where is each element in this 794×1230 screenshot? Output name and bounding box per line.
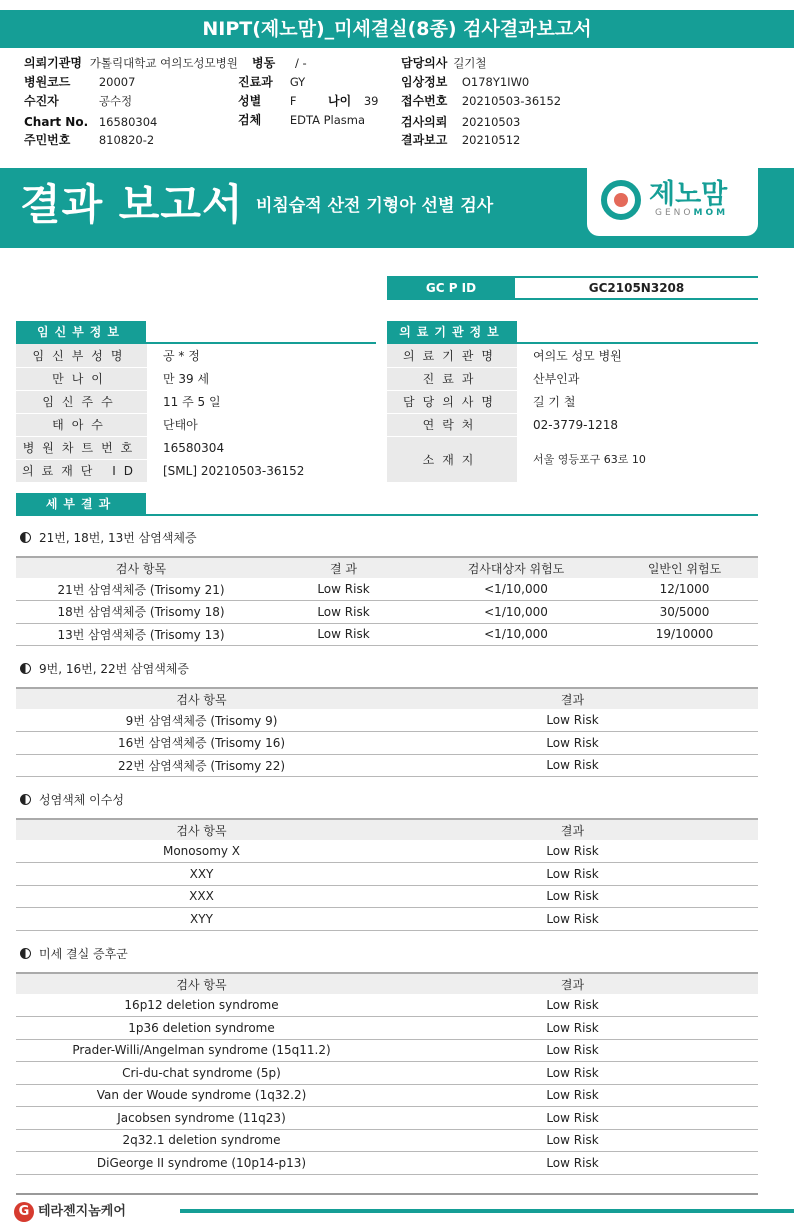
request-field [401, 113, 520, 132]
theragen-logo [14, 1200, 126, 1222]
column-header: 결과 [387, 819, 758, 840]
pregnant-info-key: 만나이 [16, 367, 147, 390]
institution-value: 가톨릭대학교 여의도성모병원 [89, 56, 238, 70]
banner-title: 결과 보고서 [20, 180, 244, 229]
table-cell: XXX [16, 885, 387, 908]
table-cell: XXY [16, 863, 387, 886]
institution-label: 의뢰기관명 [24, 56, 82, 70]
table-cell: Low Risk [387, 863, 758, 886]
table-cell: Low Risk [266, 578, 421, 601]
ward-label: 병동 [252, 56, 276, 70]
hospital-info-key: 연락처 [387, 413, 517, 436]
section-heading-trisomy-21-18-13 [20, 529, 197, 546]
pregnant-info-value: 단태아 [147, 413, 376, 436]
detail-tab-line [16, 514, 758, 516]
table-cell: Prader-Willi/Angelman syndrome (15q11.2) [16, 1039, 387, 1062]
table-row [16, 578, 758, 601]
half-circle-icon [20, 794, 31, 805]
sex-label: 성별 [238, 94, 262, 108]
dept-label: 진료과 [238, 75, 273, 89]
table-cell: 16p12 deletion syndrome [16, 994, 387, 1017]
age-field [328, 92, 378, 111]
table-cell: 22번 삼염색체증 (Trisomy 22) [16, 754, 387, 777]
chart-label: Chart No. [24, 115, 89, 129]
table-cell: 18번 삼염색체증 (Trisomy 18) [16, 601, 266, 624]
age-value: 39 [363, 94, 379, 108]
column-header: 검사 항목 [16, 973, 387, 994]
table-row [16, 840, 758, 863]
pregnant-info-row [16, 413, 376, 436]
banner-subtitle: 비침습적 산전 기형아 선별 검사 [256, 196, 494, 216]
table-cell: 19/10000 [611, 623, 758, 646]
clinical-value: O178Y1IW0 [461, 75, 530, 89]
table-cell: Low Risk [387, 885, 758, 908]
hospcode-field [24, 73, 135, 92]
patient-label: 수진자 [24, 94, 59, 108]
table-row [16, 601, 758, 624]
column-header: 검사 항목 [16, 819, 387, 840]
table-cell: Low Risk [387, 908, 758, 931]
table-row [16, 1107, 758, 1130]
ward-field [252, 54, 307, 73]
table-cell: 1p36 deletion syndrome [16, 1017, 387, 1040]
hospital-info-key: 진료과 [387, 367, 517, 390]
table-cell: Low Risk [266, 601, 421, 624]
receipt-label: 접수번호 [401, 94, 448, 108]
hospital-info-value: 길 기 철 [517, 390, 758, 413]
hospital-info-table [387, 344, 758, 483]
genomom-logo-icon [601, 180, 641, 220]
table-cell: 30/5000 [611, 601, 758, 624]
pregnant-info-value: 공 * 정 [147, 344, 376, 367]
pregnant-info-row [16, 390, 376, 413]
table-cell: <1/10,000 [421, 601, 611, 624]
sex-value: F [289, 94, 297, 108]
column-header: 검사 항목 [16, 688, 387, 709]
table-row [16, 709, 758, 732]
table-cell: Low Risk [387, 1017, 758, 1040]
doctor-label: 담당의사 [401, 56, 448, 70]
pregnant-info-row [16, 459, 376, 482]
specimen-value: EDTA Plasma [289, 113, 366, 127]
column-header: 결 과 [266, 557, 421, 578]
pregnant-info-value: 만 39 세 [147, 367, 376, 390]
table-cell: <1/10,000 [421, 623, 611, 646]
dept-value: GY [289, 75, 306, 89]
doctor-value: 길기철 [453, 56, 487, 70]
hospital-info-value: 여의도 성모 병원 [517, 344, 758, 367]
pregnant-info-value: 11 주 5 일 [147, 390, 376, 413]
pregnant-info-key: 병원차트번호 [16, 436, 147, 459]
request-value: 20210503 [461, 115, 521, 129]
table-cell: Low Risk [387, 840, 758, 863]
half-circle-icon [20, 948, 31, 959]
genomom-logo [587, 168, 758, 236]
table-cell: Low Risk [387, 994, 758, 1017]
chart-value: 16580304 [98, 115, 158, 129]
age-label: 나이 [328, 94, 352, 108]
hospital-info-key: 소재지 [387, 436, 517, 482]
hospital-info-key: 의료기관명 [387, 344, 517, 367]
column-header: 결과 [387, 688, 758, 709]
table-row [16, 863, 758, 886]
institution-field [24, 54, 238, 73]
gc-id-label: GC P ID [387, 278, 515, 298]
report-date-label: 결과보고 [401, 133, 448, 147]
receipt-value: 20210503-36152 [461, 94, 562, 108]
table-cell: Van der Woude syndrome (1q32.2) [16, 1084, 387, 1107]
table-cell: Cri-du-chat syndrome (5p) [16, 1062, 387, 1085]
section-heading-microdeletion [20, 945, 128, 962]
table-cell: 12/1000 [611, 578, 758, 601]
gc-id-value: GC2105N3208 [588, 281, 685, 295]
table-row [16, 732, 758, 755]
sex-chromosome-table [16, 818, 758, 931]
clinical-field [401, 73, 529, 92]
table-cell: Low Risk [387, 732, 758, 755]
rrn-label: 주민번호 [24, 133, 71, 147]
pregnant-info-value: [SML] 20210503-36152 [147, 459, 376, 482]
theragen-company-name: 테라젠지놈케어 [38, 1204, 126, 1219]
table-row [16, 908, 758, 931]
pregnant-info-key: 태아수 [16, 413, 147, 436]
report-date-value: 20210512 [461, 133, 521, 147]
tab-hospital-info: 의료기관정보 [387, 321, 517, 343]
table-row [16, 1017, 758, 1040]
hospital-info-value: 02-3779-1218 [517, 413, 758, 436]
column-header: 결과 [387, 973, 758, 994]
rrn-value: 810820-2 [98, 133, 155, 147]
table-cell: Low Risk [387, 1152, 758, 1175]
pregnant-info-value: 16580304 [147, 436, 376, 459]
half-circle-icon [20, 532, 31, 543]
chart-field [24, 113, 157, 132]
table-row [16, 623, 758, 646]
column-header: 검사 항목 [16, 557, 266, 578]
specimen-field [238, 111, 365, 130]
pregnant-info-row [16, 344, 376, 367]
table-cell: DiGeorge II syndrome (10p14-p13) [16, 1152, 387, 1175]
specimen-label: 검체 [238, 113, 262, 127]
pregnant-info-table [16, 344, 376, 483]
hospital-info-row [387, 344, 758, 367]
table-row [16, 1084, 758, 1107]
banner-divider [0, 162, 794, 166]
receipt-field [401, 92, 561, 111]
table-cell: 2q32.1 deletion syndrome [16, 1129, 387, 1152]
sex-field [238, 92, 296, 111]
pregnant-info-row [16, 436, 376, 459]
table-row [16, 885, 758, 908]
doctor-field [401, 54, 487, 73]
section-heading-trisomy-9-16-22 [20, 660, 189, 677]
table-cell: Jacobsen syndrome (11q23) [16, 1107, 387, 1130]
rrn-field [24, 131, 154, 150]
table-row [16, 1039, 758, 1062]
table-cell: Low Risk [387, 754, 758, 777]
section-heading-text: 미세 결실 증후군 [39, 947, 128, 961]
table-row [16, 1152, 758, 1175]
table-row [16, 754, 758, 777]
pregnant-info-key: 의료재단 ID [16, 459, 147, 482]
hospital-info-row [387, 367, 758, 390]
gc-id-row [387, 276, 758, 300]
pregnant-info-key: 임신부성명 [16, 344, 147, 367]
table-cell: <1/10,000 [421, 578, 611, 601]
hospcode-label: 병원코드 [24, 75, 71, 89]
logo-name: 제노맘 [649, 179, 728, 210]
logo-en-b: MOM [693, 208, 729, 218]
logo-en-a: GENO [655, 208, 694, 218]
ward-value: / - [295, 56, 307, 70]
pregnant-info-row [16, 367, 376, 390]
tab-detail-results: 세부결과 [16, 493, 146, 515]
tab-pregnant-info: 임신부정보 [16, 321, 146, 343]
trisomy-9-16-22-table [16, 687, 758, 777]
table-cell: Low Risk [387, 1084, 758, 1107]
table-cell: XYY [16, 908, 387, 931]
logo-english [655, 208, 728, 218]
hospital-info-row [387, 436, 758, 482]
trisomy-21-18-13-table [16, 556, 758, 646]
table-row [16, 1062, 758, 1085]
footer-accent-bar [180, 1209, 794, 1213]
hospital-info-value: 산부인과 [517, 367, 758, 390]
pregnant-info-key: 임신주수 [16, 390, 147, 413]
table-cell: Low Risk [387, 1129, 758, 1152]
hospital-info-value: 서울 영등포구 63로 10 [517, 436, 758, 482]
section-heading-text: 성염색체 이수성 [39, 793, 124, 807]
table-cell: 13번 삼염색체증 (Trisomy 13) [16, 623, 266, 646]
report-title: NIPT(제노맘)_미세결실(8종) 검사결과보고서 [0, 10, 794, 48]
table-cell: Low Risk [266, 623, 421, 646]
footer-divider [16, 1193, 758, 1195]
column-header: 일반인 위험도 [611, 557, 758, 578]
section-heading-text: 9번, 16번, 22번 삼염색체증 [39, 662, 189, 676]
table-row [16, 994, 758, 1017]
section-heading-sex-chromosome [20, 791, 124, 808]
request-label: 검사의뢰 [401, 115, 448, 129]
hospital-info-row [387, 390, 758, 413]
hospcode-value: 20007 [98, 75, 136, 89]
half-circle-icon [20, 663, 31, 674]
column-header: 검사대상자 위험도 [421, 557, 611, 578]
hospital-info-row [387, 413, 758, 436]
table-cell: Low Risk [387, 709, 758, 732]
table-cell: Low Risk [387, 1062, 758, 1085]
theragen-logo-icon: G [14, 1202, 34, 1222]
hospital-info-key: 담당의사명 [387, 390, 517, 413]
table-cell: Monosomy X [16, 840, 387, 863]
table-cell: 16번 삼염색체증 (Trisomy 16) [16, 732, 387, 755]
table-cell: 9번 삼염색체증 (Trisomy 9) [16, 709, 387, 732]
clinical-label: 임상정보 [401, 75, 448, 89]
dept-field [238, 73, 305, 92]
report-date-field [401, 131, 520, 150]
table-cell: 21번 삼염색체증 (Trisomy 21) [16, 578, 266, 601]
patient-value: 공수정 [98, 94, 133, 108]
table-cell: Low Risk [387, 1107, 758, 1130]
microdeletion-table [16, 972, 758, 1175]
table-row [16, 1129, 758, 1152]
table-cell: Low Risk [387, 1039, 758, 1062]
patient-field [24, 92, 132, 111]
section-heading-text: 21번, 18번, 13번 삼염색체증 [39, 531, 197, 545]
